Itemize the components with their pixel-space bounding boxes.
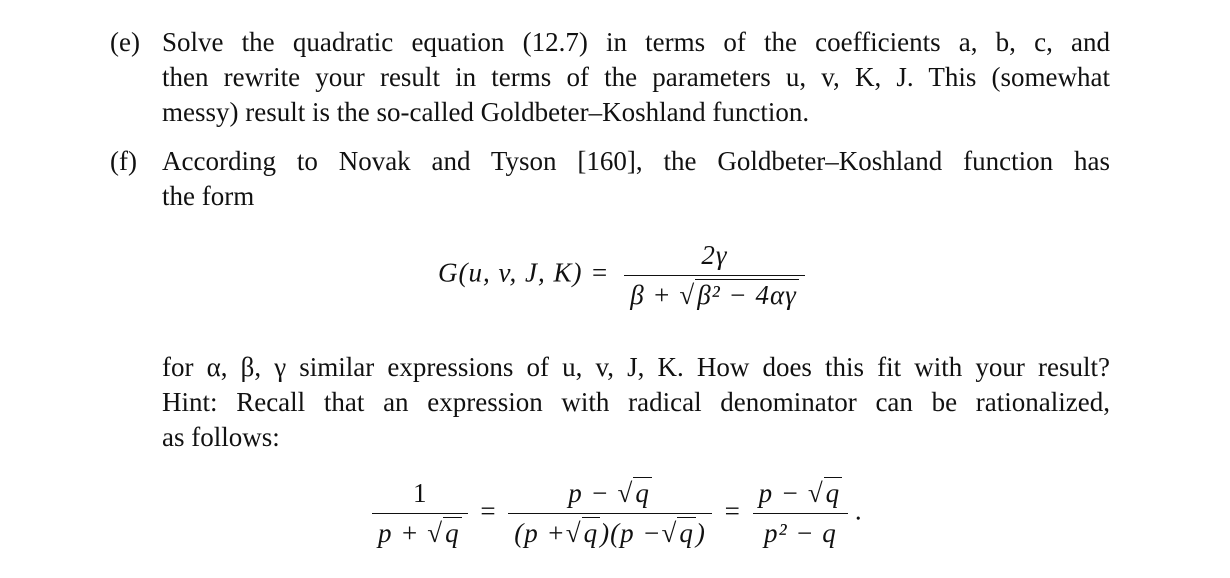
exercise-item-e [110,25,1110,130]
item-label-e: (e) [110,27,140,57]
equation2-f1-numerator: 1 [413,478,427,508]
item-e-line-2: then rewrite your result in terms of the parameters u, v, K, J. This (somewhat [162,62,1110,92]
equation2-f1-den-prefix: p + [378,518,420,548]
exercise-item-f [110,144,1110,214]
equation1-lhs: G(u, v, J, K) = [438,257,610,288]
fraction-bar [508,513,712,514]
fraction-bar [624,275,805,276]
equation2-fraction-3 [753,478,849,549]
equation2-f2-numerator [508,478,712,509]
equation2-f3-num-prefix: p − [758,478,801,508]
equation2-f3-numerator [753,478,849,509]
equation2-fraction-2 [508,478,712,549]
equation2-f3-denominator: p² − q [763,518,837,548]
equation1-den-prefix: β + [630,280,672,310]
fraction-bar [753,513,849,514]
goldbeter-koshland-equation [438,240,805,311]
equals-sign-1: = [480,495,496,526]
equation1-fraction [624,240,805,311]
item-body-f [162,144,1110,214]
equation2-f2-num-radicand: q [635,478,650,508]
paragraph-line-3: as follows: [162,422,280,452]
equation1-radicand: β² − 4αγ [697,280,797,310]
item-f-line-2: the form [162,181,255,211]
equation2-f1-radicand: q [445,518,460,548]
item-label-f: (f) [110,146,137,176]
sqrt-symbol: √q [807,478,841,508]
item-e-line-1: Solve the quadratic equation (12.7) in terms of the coefficients a, b, c, and [162,27,1110,57]
equation2-f2-den-part-a: (p + [514,518,566,548]
equation2-f2-den-radicand-1: q [583,518,599,548]
sqrt-symbol: √β² − 4αγ [679,280,797,310]
sqrt-symbol: √q [427,518,460,548]
equation2-f2-den-radicand-2: q [679,518,694,548]
equation2-f2-den-part-b: )(p − [600,518,662,548]
equation2-f2-den-part-c: ) [695,518,706,548]
item-e-line-3: messy) result is the so-called Goldbeter–Koshland function. [162,97,810,127]
equals-sign-2: = [724,495,740,526]
sqrt-symbol: √q [661,518,694,548]
sqrt-symbol: √q [565,518,599,548]
equation2-end-period: . [854,495,862,526]
equation1-numerator: 2γ [701,240,728,270]
rationalization-equation [372,478,862,549]
equation2-f3-num-radicand: q [825,478,841,508]
item-body-e [162,25,1110,130]
hint-paragraph [162,350,1110,455]
equation2-f1-denominator [372,518,468,549]
equation1-denominator [624,280,805,311]
equation2-fraction-1 [372,478,468,549]
paragraph-line-1: for α, β, γ similar expressions of u, v, J, K. How does this fit with your result? [162,352,1110,382]
fraction-bar [372,513,468,514]
item-f-line-1: According to Novak and Tyson [160], the Goldbeter–Koshland function has [162,146,1110,176]
equation2-f2-num-prefix: p − [568,478,610,508]
equation2-f2-denominator [508,518,712,549]
paragraph-line-2: Hint: Recall that an expression with radical denominator can be rationalized, [162,387,1110,417]
sqrt-symbol: √q [617,478,650,508]
